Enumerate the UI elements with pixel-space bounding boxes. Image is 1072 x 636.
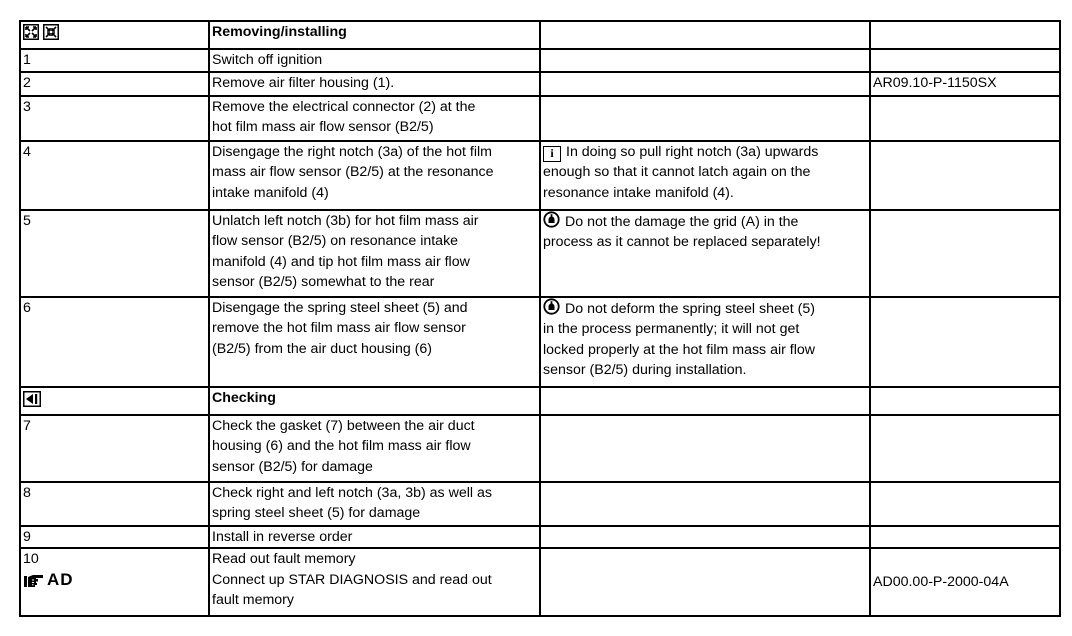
step-number: 10 (23, 551, 39, 567)
step-number: 4 (20, 141, 209, 210)
section-title-checking: Checking (209, 387, 540, 415)
section-header-checking (20, 387, 1060, 415)
step-note: Do not the damage the grid (A) in the process as it cannot be replaced separately! (540, 210, 870, 297)
checking-arrow-icon (23, 391, 41, 407)
step-row-9 (20, 526, 1060, 549)
section-header-removing (20, 21, 1060, 49)
step-number: 6 (20, 297, 209, 387)
step-instruction: Disengage the right notch (3a) of the hot film mass air flow sensor (B2/5) at the resonance intake manifold (4) (209, 141, 540, 210)
step-number: 7 (20, 415, 209, 482)
section-title-removing: Removing/installing (209, 21, 540, 49)
step-row-5 (20, 210, 1060, 297)
step-row-6 (20, 297, 1060, 387)
step-number: 9 (20, 526, 209, 549)
ad-label: AD (47, 569, 74, 589)
pointing-hand-icon (23, 572, 45, 588)
step-instruction: Remove the electrical connector (2) at the hot film mass air flow sensor (B2/5) (209, 96, 540, 141)
header-icons-cell (20, 21, 209, 49)
step-number: 3 (20, 96, 209, 141)
step-number: 8 (20, 482, 209, 526)
step-row-4 (20, 141, 1060, 210)
step-note: Do not deform the spring steel sheet (5) in the process permanently; it will not get locked properly at the hot film mass air flow sensor (B2/5) during installation. (540, 297, 870, 387)
info-icon: i (543, 146, 561, 162)
step-number: 1 (20, 49, 209, 72)
step-note: i In doing so pull right notch (3a) upwards enough so that it cannot latch again on the resonance intake manifold (4). (540, 141, 870, 210)
step-instruction: Remove air filter housing (1). (209, 72, 540, 96)
checking-icon-cell (20, 387, 209, 415)
step-number: 2 (20, 72, 209, 96)
step-row-10 (20, 548, 1060, 616)
caution-icon (543, 298, 560, 315)
step-instruction: Check the gasket (7) between the air duct housing (6) and the hot film mass air flow sensor (B2/5) for damage (209, 415, 540, 482)
step-instruction: Unlatch left notch (3b) for hot film mass air flow sensor (B2/5) on resonance intake manifold (4) and tip hot film mass air flow sensor (B2/5) somewhat to the rear (209, 210, 540, 297)
step-reference: AD00.00-P-2000-04A (870, 548, 1060, 616)
step-row-3 (20, 96, 1060, 141)
step-reference: AR09.10-P-1150SX (870, 72, 1060, 96)
compress-arrows-icon (43, 24, 59, 40)
procedure-table (19, 20, 1061, 617)
step-instruction: Read out fault memory Connect up STAR DIAGNOSIS and read out fault memory (209, 548, 540, 616)
step-number: 5 (20, 210, 209, 297)
step-instruction: Disengage the spring steel sheet (5) and remove the hot film mass air flow sensor (B2/5) from the air duct housing (6) (209, 297, 540, 387)
step-row-1 (20, 49, 1060, 72)
step-instruction: Check right and left notch (3a, 3b) as well as spring steel sheet (5) for damage (209, 482, 540, 526)
step-row-7 (20, 415, 1060, 482)
caution-icon (543, 211, 560, 228)
step-number-cell (20, 548, 209, 616)
step-row-2 (20, 72, 1060, 96)
step-instruction: Install in reverse order (209, 526, 540, 549)
step-instruction: Switch off ignition (209, 49, 540, 72)
expand-arrows-icon (23, 24, 39, 40)
step-row-8 (20, 482, 1060, 526)
ad-mark (23, 571, 74, 589)
